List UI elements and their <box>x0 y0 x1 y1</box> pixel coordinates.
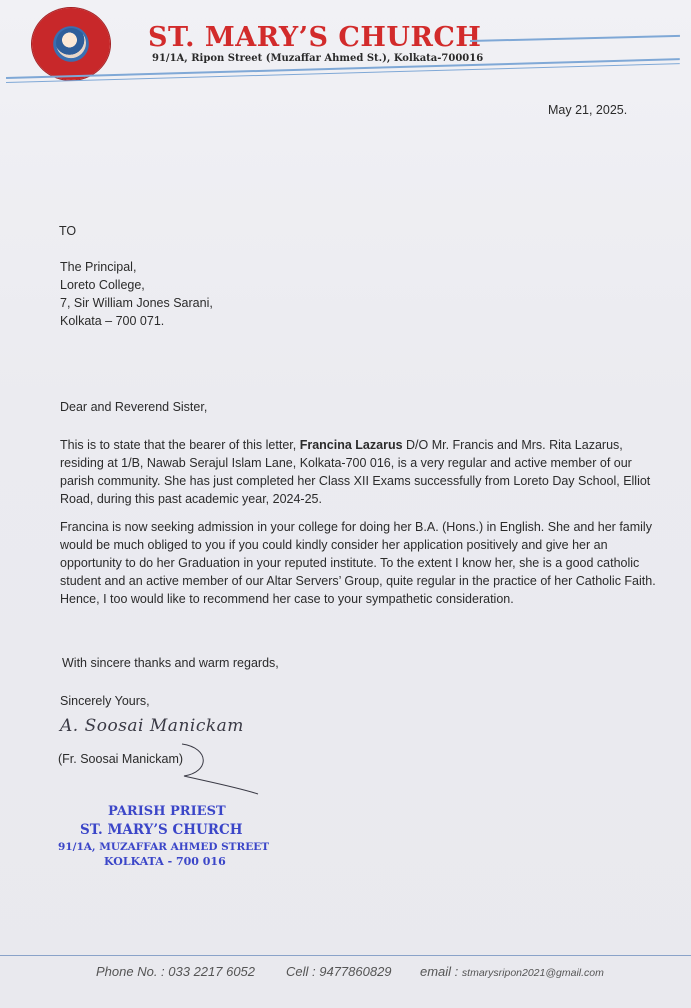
footer-cell: Cell : 9477860829 <box>286 964 392 979</box>
student-name: Francina Lazarus <box>299 438 403 452</box>
footer-email-address: stmarysripon2021@gmail.com <box>461 967 604 979</box>
paragraph-1 <box>60 436 660 508</box>
footer-rule <box>0 955 691 956</box>
paragraph-2: Francina is now seeking admission in your college for doing her B.A. (Hons.) in English. She and her family would be much obliged to you if you could kindly consider her application positively and give her an opportunity to do her Graduation in your reputed institute. To the extent I know her, she is a good catholic student and an active member of our Altar Servers’ Group, quite regular in the practice of her Catholic Faith. Hence, I too would like to recommend her case to your sympathetic consideration. <box>60 520 656 606</box>
church-name: ST. MARY’S CHURCH <box>148 22 482 53</box>
closing-thanks: With sincere thanks and warm regards, <box>62 656 279 670</box>
stamp-church: ST. MARY’S CHURCH <box>80 822 243 838</box>
footer-phone: Phone No. : 033 2217 6052 <box>96 964 256 979</box>
recipient-line: The Principal, <box>60 260 137 274</box>
stamp-street: 91/1A, MUZAFFAR AHMED STREET <box>58 841 270 853</box>
header-rule-secondary <box>6 63 680 83</box>
recipient-line: 7, Sir William Jones Sarani, <box>60 296 213 310</box>
closing-yours: Sincerely Yours, <box>60 694 150 708</box>
signature: A. Soosai Manickam <box>60 716 244 736</box>
footer-email <box>420 964 604 979</box>
footer-email-label: email : <box>420 964 462 979</box>
salutation: Dear and Reverend Sister, <box>60 400 208 414</box>
recipient-to: TO <box>59 224 77 238</box>
stamp-title: PARISH PRIEST <box>108 804 226 819</box>
letter-date: May 21, 2025. <box>548 103 628 117</box>
signatory-name: (Fr. Soosai Manickam) <box>58 752 184 766</box>
paragraph-1-suffix: D/O Mr. Francis and Mrs. Rita Lazarus, residing at 1/B, Nawab Serajul Islam Lane, Kolkata-700 016, is a very regular and active member of our parish community. She has just completed her Class XII Exams successfully from Loreto Day School, Elliot Road, during this past academic year, 2024-25. <box>60 438 651 506</box>
paragraph-1-prefix: This is to state that the bearer of this letter, <box>60 438 300 452</box>
recipient-address <box>60 258 213 330</box>
signature-flourish <box>180 742 260 802</box>
header-rule-top <box>470 35 680 42</box>
recipient-line: Loreto College, <box>60 278 145 292</box>
church-address: 91/1A, Ripon Street (Muzaffar Ahmed St.), Kolkata-700016 <box>152 53 484 64</box>
stamp-city: KOLKATA - 700 016 <box>104 855 226 868</box>
church-logo <box>32 8 110 80</box>
recipient-line: Kolkata – 700 071. <box>60 314 165 328</box>
